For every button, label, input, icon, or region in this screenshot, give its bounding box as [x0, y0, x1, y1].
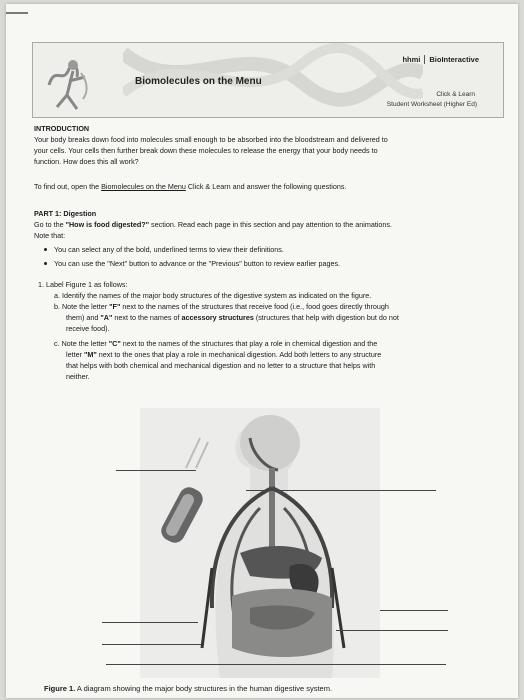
- q1c-suffix: next to the names of the structures that play a role in chemical digestion and the: [120, 339, 378, 348]
- q1b-l2-suffix: (structures that help with digestion but do not: [253, 313, 399, 322]
- letter-m: "M": [83, 350, 97, 359]
- worksheet-type-label: Student Worksheet (Higher Ed): [386, 101, 477, 108]
- question-1c-line-3: that helps with both chemical and mechanical digestion and no letter to a structure that helps with: [66, 361, 376, 370]
- instructions-prefix: To find out, open the: [34, 182, 102, 191]
- letter-c: "C": [108, 339, 121, 348]
- page-edge-mark: [6, 12, 28, 14]
- digestive-system-diagram: [100, 408, 450, 678]
- click-learn-link[interactable]: Biomolecules on the Menu: [101, 182, 186, 191]
- q1b-prefix: b. Note the letter: [54, 302, 110, 311]
- bullet-item-2: [54, 259, 340, 268]
- note-that-label: Note that:: [34, 231, 66, 240]
- question-1c-line-2: [66, 350, 381, 361]
- label-line[interactable]: [102, 644, 202, 645]
- part1-instructions: [34, 220, 392, 231]
- worksheet-page: [6, 4, 518, 698]
- intro-instructions: [34, 182, 346, 193]
- label-line[interactable]: [336, 630, 448, 631]
- letter-f: "F": [109, 302, 121, 311]
- q1c-l2-prefix: letter: [66, 350, 84, 359]
- label-line[interactable]: [102, 622, 198, 623]
- click-learn-label: Click & Learn: [436, 91, 475, 98]
- label-line[interactable]: [106, 664, 446, 665]
- intro-line-3: function. How does this all work?: [34, 157, 139, 166]
- biointeractive-label: BioInteractive: [429, 55, 479, 64]
- intro-line-1: Your body breaks down food into molecules small enough to be absorbed into the bloodstream and delivered to: [34, 135, 388, 144]
- q1b-l2-prefix: them) and: [66, 313, 101, 322]
- label-line[interactable]: [116, 470, 196, 471]
- question-1b-line-2: [66, 313, 399, 324]
- intro-heading: INTRODUCTION: [34, 124, 90, 133]
- figure-number: Figure 1.: [44, 684, 76, 693]
- letter-a: "A": [100, 313, 113, 322]
- question-1b-line-1: [54, 302, 389, 313]
- section-name: "How is food digested?": [65, 220, 150, 229]
- question-1a: a. Identify the names of the major body structures of the digestive system as indicated on the figure.: [54, 291, 372, 300]
- q1b-suffix: next to the names of the structures that receive food (i.e., food goes directly through: [120, 302, 389, 311]
- accessory-structures-term: accessory structures: [181, 313, 254, 322]
- part1-suffix: section. Read each page in this section and pay attention to the animations.: [149, 220, 392, 229]
- hhmi-biointeractive-brand: [402, 55, 479, 64]
- part1-prefix: Go to the: [34, 220, 66, 229]
- caption-text: A diagram showing the major body structures in the human digestive system.: [75, 684, 333, 693]
- question-1c-line-4: neither.: [66, 372, 90, 381]
- part1-heading: PART 1: Digestion: [34, 209, 97, 218]
- header-banner: [32, 42, 504, 118]
- bullet-item-1: [54, 245, 284, 254]
- q1b-l2-mid: next to the names of: [112, 313, 182, 322]
- question-1b-line-3: receive food).: [66, 324, 110, 333]
- question-1: 1. Label Figure 1 as follows:: [38, 280, 128, 289]
- figure-caption: [44, 684, 332, 693]
- bullet-text: You can select any of the bold, underlined terms to view their definitions.: [54, 245, 284, 254]
- question-1c-line-1: [54, 339, 377, 350]
- label-line[interactable]: [380, 610, 448, 611]
- hhmi-label: hhmi: [402, 55, 425, 64]
- worksheet-title: Biomolecules on the Menu: [135, 76, 262, 87]
- q1c-l2-suffix: next to the ones that play a role in mechanical digestion. Add both letters to any structure: [96, 350, 382, 359]
- q1c-prefix: c. Note the letter: [54, 339, 109, 348]
- bullet-text: You can use the "Next" button to advance or the "Previous" button to review earlier pages.: [54, 259, 341, 268]
- bioscience-figure-icon: [43, 55, 97, 111]
- bullet-dot: [44, 262, 47, 265]
- instructions-suffix: Click & Learn and answer the following questions.: [185, 182, 347, 191]
- bullet-dot: [44, 248, 47, 251]
- intro-line-2: your cells. Your cells then further break down these molecules to release the energy that your body needs to: [34, 146, 378, 155]
- label-line[interactable]: [246, 490, 436, 491]
